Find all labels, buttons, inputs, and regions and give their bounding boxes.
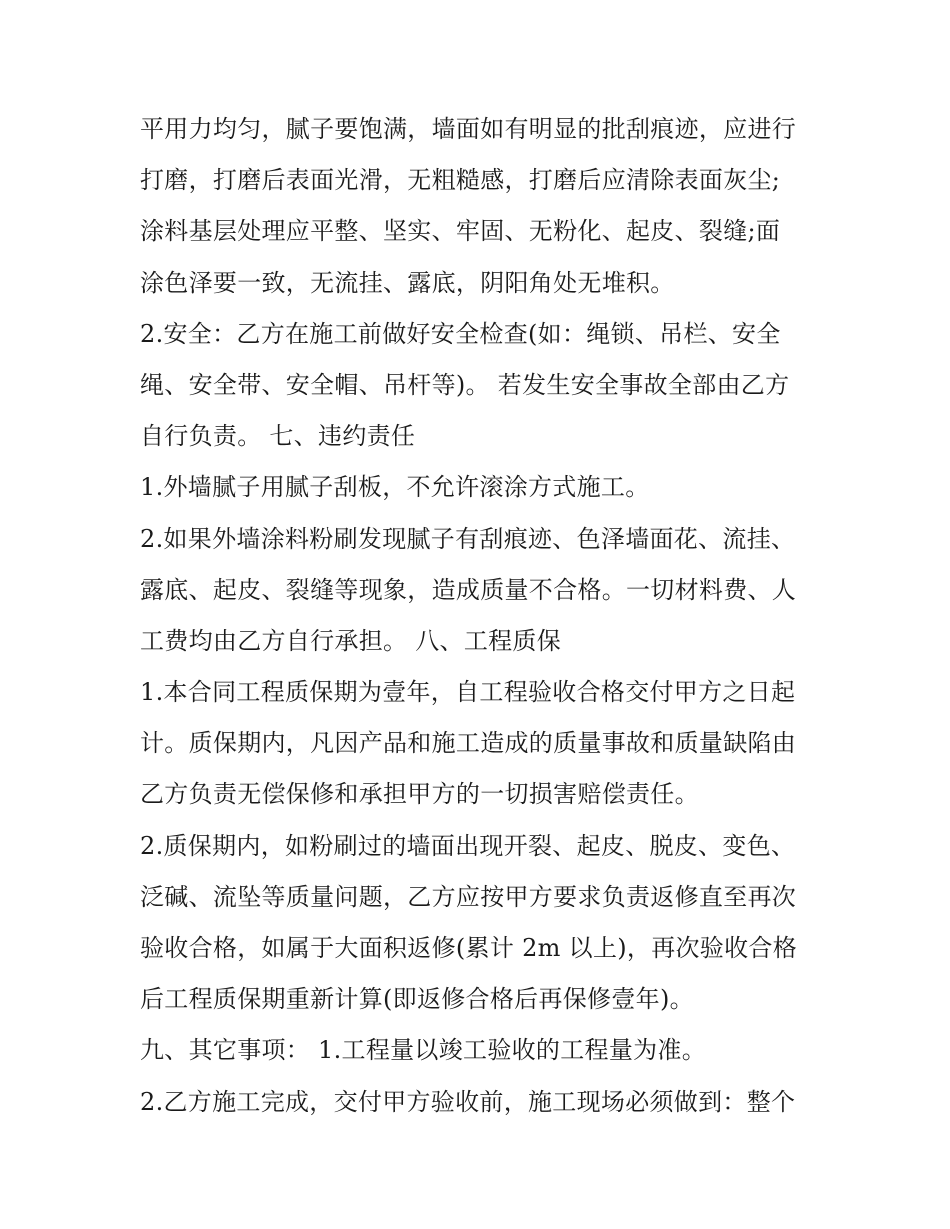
text-line: 乙方负责无偿保修和承担甲方的一切损害赔偿责任。	[140, 780, 699, 809]
text-line: 验收合格，如属于大面积返修(累计 2m 以上)，再次验收合格	[140, 934, 798, 962]
text-line: 涂色泽要一致，无流挂、露底，阴阳角处无堆积。	[140, 268, 675, 297]
text-line: 2.如果外墙涂料粉刷发现腻子有刮痕迹、色泽墙面花、流挂、	[140, 524, 796, 553]
text-line: 涂料基层处理应平整、坚实、牢固、无粉化、起皮、裂缝;面	[140, 217, 781, 246]
text-line: 1.外墙腻子用腻子刮板，不允许滚涂方式施工。	[140, 473, 650, 502]
contract-text-body	[140, 104, 820, 1128]
text-line: 泛碱、流坠等质量问题，乙方应按甲方要求负责返修直至再次	[140, 882, 797, 911]
text-line: 露底、起皮、裂缝等现象，造成质量不合格。一切材料费、人	[140, 575, 797, 604]
text-line: 2.安全：乙方在施工前做好安全检查(如：绳锁、吊栏、安全	[140, 319, 781, 348]
text-line: 自行负责。 七、违约责任	[140, 422, 416, 451]
text-line: 后工程质保期重新计算(即返修合格后再保修壹年)。	[140, 985, 694, 1014]
text-line: 2.质保期内，如粉刷过的墙面出现开裂、起皮、脱皮、变色、	[140, 831, 796, 860]
text-line: 平用力均匀，腻子要饱满，墙面如有明显的批刮痕迹，应进行	[140, 115, 797, 143]
text-line: 2.乙方施工完成，交付甲方验收前，施工现场必须做到：整个	[140, 1087, 796, 1116]
text-line: 工费均由乙方自行承担。 八、工程质保	[140, 626, 562, 655]
text-line: 绳、安全带、安全帽、吊杆等)。 若发生安全事故全部由乙方	[140, 370, 790, 399]
text-line: 九、其它事项： 1.工程量以竣工验收的工程量为准。	[140, 1036, 707, 1065]
text-line: 1.本合同工程质保期为壹年，自工程验收合格交付甲方之日起	[140, 678, 796, 707]
text-line: 计。质保期内，凡因产品和施工造成的质量事故和质量缺陷由	[140, 729, 797, 758]
text-line: 打磨，打磨后表面光滑，无粗糙感，打磨后应清除表面灰尘;	[140, 166, 781, 195]
